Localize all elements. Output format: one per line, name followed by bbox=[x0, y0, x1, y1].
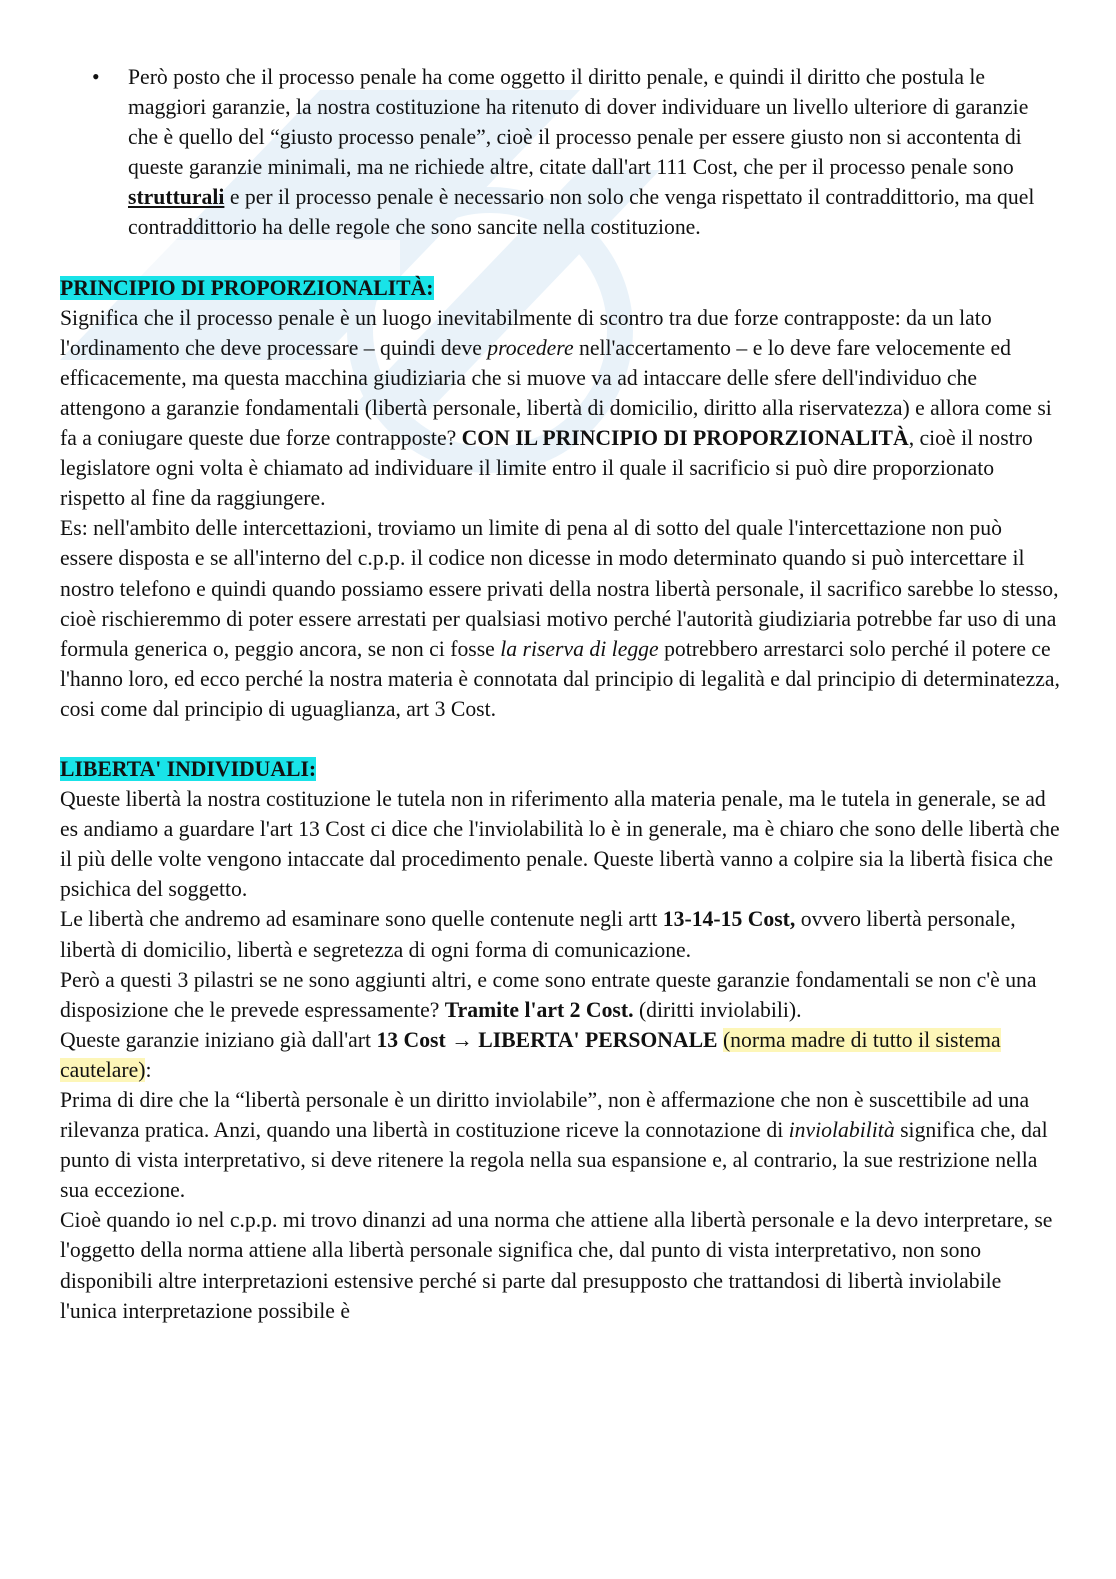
heading-proporzionalita-text: PRINCIPIO DI PROPORZIONALITÀ: bbox=[60, 275, 434, 300]
liberta-p2-text-a: Le libertà che andremo ad esaminare sono quelle contenute negli artt bbox=[60, 907, 663, 932]
liberta-p4-text-a: Queste garanzie iniziano già dall'art bbox=[60, 1027, 377, 1052]
liberta-paragraph-5 bbox=[60, 1085, 1060, 1205]
proporzionalita-p1-text-b: nell'accertamento – e lo deve fare velocemente ed efficacemente, ma questa macchina giudiziaria che si muove va ad intaccare delle sfere dell'individuo che attengono a garanzie fondamentali (libertà personale, libertà di domicilio, diritto alla riservatezza) e allora come si fa a coniugare queste due forze contrapposte? bbox=[60, 335, 1052, 451]
liberta-paragraph-2 bbox=[60, 904, 1060, 964]
heading-proporzionalita bbox=[60, 273, 1060, 303]
liberta-paragraph-6: Cioè quando io nel c.p.p. mi trovo dinanzi ad una norma che attiene alla libertà personale e la devo interpretare, se l'oggetto della norma attiene alla libertà personale significa che, dal punto di vista interpretativo, non sono disponibili altre interpretazioni estensive perché si parte dal presupposto che trattandosi di libertà inviolabile l'unica interpretazione possibile è bbox=[60, 1208, 1053, 1323]
proporzionalita-paragraph-2 bbox=[60, 513, 1060, 724]
liberta-p3-text-a: Però a questi 3 pilastri se ne sono aggiunti altri, e come sono entrate queste garanzie fondamentali se non c'è una disposizione che le prevede espressamente? bbox=[60, 967, 1037, 1022]
liberta-p3-bold: Tramite l'art 2 Cost. bbox=[444, 997, 634, 1022]
proporzionalita-p2-italic: la riserva di legge bbox=[500, 636, 659, 661]
liberta-p3-text-b: (diritti inviolabili). bbox=[633, 997, 802, 1022]
liberta-p5-italic: inviolabilità bbox=[788, 1118, 895, 1143]
proporzionalita-p1-italic: procedere bbox=[487, 335, 574, 360]
liberta-p4-text-b: : bbox=[145, 1057, 152, 1082]
heading-liberta-individuali-text: LIBERTA' INDIVIDUALI: bbox=[60, 756, 317, 781]
liberta-p5-text-b: significa che, dal punto di vista interpretativo, si deve ritenere la regola nella sua espansione e, al contrario, la sue restrizione nella sua eccezione. bbox=[60, 1118, 1048, 1203]
liberta-p4-bold: 13 Cost → LIBERTA' PERSONALE bbox=[376, 1027, 718, 1052]
proporzionalita-p1-text-a: Significa che il processo penale è un luogo inevitabilmente di scontro tra due forze contrapposte: da un lato l'ordinamento che deve processare – quindi deve bbox=[60, 305, 992, 360]
liberta-paragraph-3 bbox=[60, 965, 1060, 1025]
document-body bbox=[60, 62, 1060, 1326]
liberta-p4-highlight: (norma madre di tutto il sistema cautelare) bbox=[60, 1027, 1001, 1082]
proporzionalita-paragraph-1 bbox=[60, 303, 1060, 514]
bullet-text-2: e per il processo penale è necessario non solo che venga rispettato il contraddittorio, ma quel contraddittorio ha delle regole che sono sancite nella costituzione. bbox=[128, 185, 1035, 240]
bullet-paragraph bbox=[60, 62, 1060, 243]
heading-liberta-individuali bbox=[60, 754, 1060, 784]
liberta-p2-text-b: ovvero libertà personale, libertà di domicilio, libertà e segretezza di ogni forma di comunicazione. bbox=[60, 907, 1016, 962]
bullet-text-1: Però posto che il processo penale ha come oggetto il diritto penale, e quindi il diritto che postula le maggiori garanzie, la nostra costituzione ha ritenuto di dover individuare un livello ulteriore di garanzie che è quello del “giusto processo penale”, cioè il processo penale per essere giusto non si accontenta di queste garanzie minimali, ma ne richiede altre, citate dall'art 111 Cost, che per il processo penale sono bbox=[128, 65, 1029, 180]
proporzionalita-p1-text-c: , cioè il nostro legislatore ogni volta è chiamato ad individuare il limite entro il quale il sacrificio si può dire proporzionato rispetto al fine da raggiungere. bbox=[60, 426, 1033, 511]
liberta-paragraph-4 bbox=[60, 1025, 1060, 1085]
liberta-p2-bold: 13-14-15 Cost, bbox=[662, 907, 796, 932]
liberta-p5-text-a: Prima di dire che la “libertà personale è un diritto inviolabile”, non è affermazione che non è suscettibile ad una rilevanza pratica. Anzi, quando una libertà in costituzione riceve la connotazione di bbox=[60, 1088, 1030, 1143]
liberta-paragraph-1: Queste libertà la nostra costituzione le tutela non in riferimento alla materia penale, ma le tutela in generale, se ad es andiamo a guardare l'art 13 Cost ci dice che l'inviolabilità lo è in generale, ma è chiaro che sono delle libertà che il più delle volte vengono intaccate dal procedimento penale. Queste libertà vanno a colpire sia la libertà fisica che psichica del soggetto. bbox=[60, 787, 1060, 902]
proporzionalita-p2-text-a: Es: nell'ambito delle intercettazioni, troviamo un limite di pena al di sotto del quale l'intercettazione non può essere disposta e se all'interno del c.p.p. il codice non dicesse in modo determinato quando si può intercettare il nostro telefono e quindi quando possiamo essere privati della nostra libertà personale, il sacrifico sarebbe lo stesso, cioè rischieremmo di poter essere arrestati per qualsiasi motivo perché l'autorità giudiziaria potrebbe far uso di una formula generica o, peggio ancora, se non ci fosse bbox=[60, 516, 1059, 661]
proporzionalita-p2-text-b: potrebbero arrestarci solo perché il potere ce l'hanno loro, ed ecco perché la nostra materia è connotata dal principio di legalità e dal principio di determinatezza, cosi come dal principio di uguaglianza, art 3 Cost. bbox=[60, 636, 1060, 721]
bullet-marker: • bbox=[92, 65, 100, 89]
proporzionalita-p1-bold: CON IL PRINCIPIO DI PROPORZIONALITÀ bbox=[461, 426, 909, 451]
bullet-bold-strutturali: strutturali bbox=[128, 185, 225, 210]
